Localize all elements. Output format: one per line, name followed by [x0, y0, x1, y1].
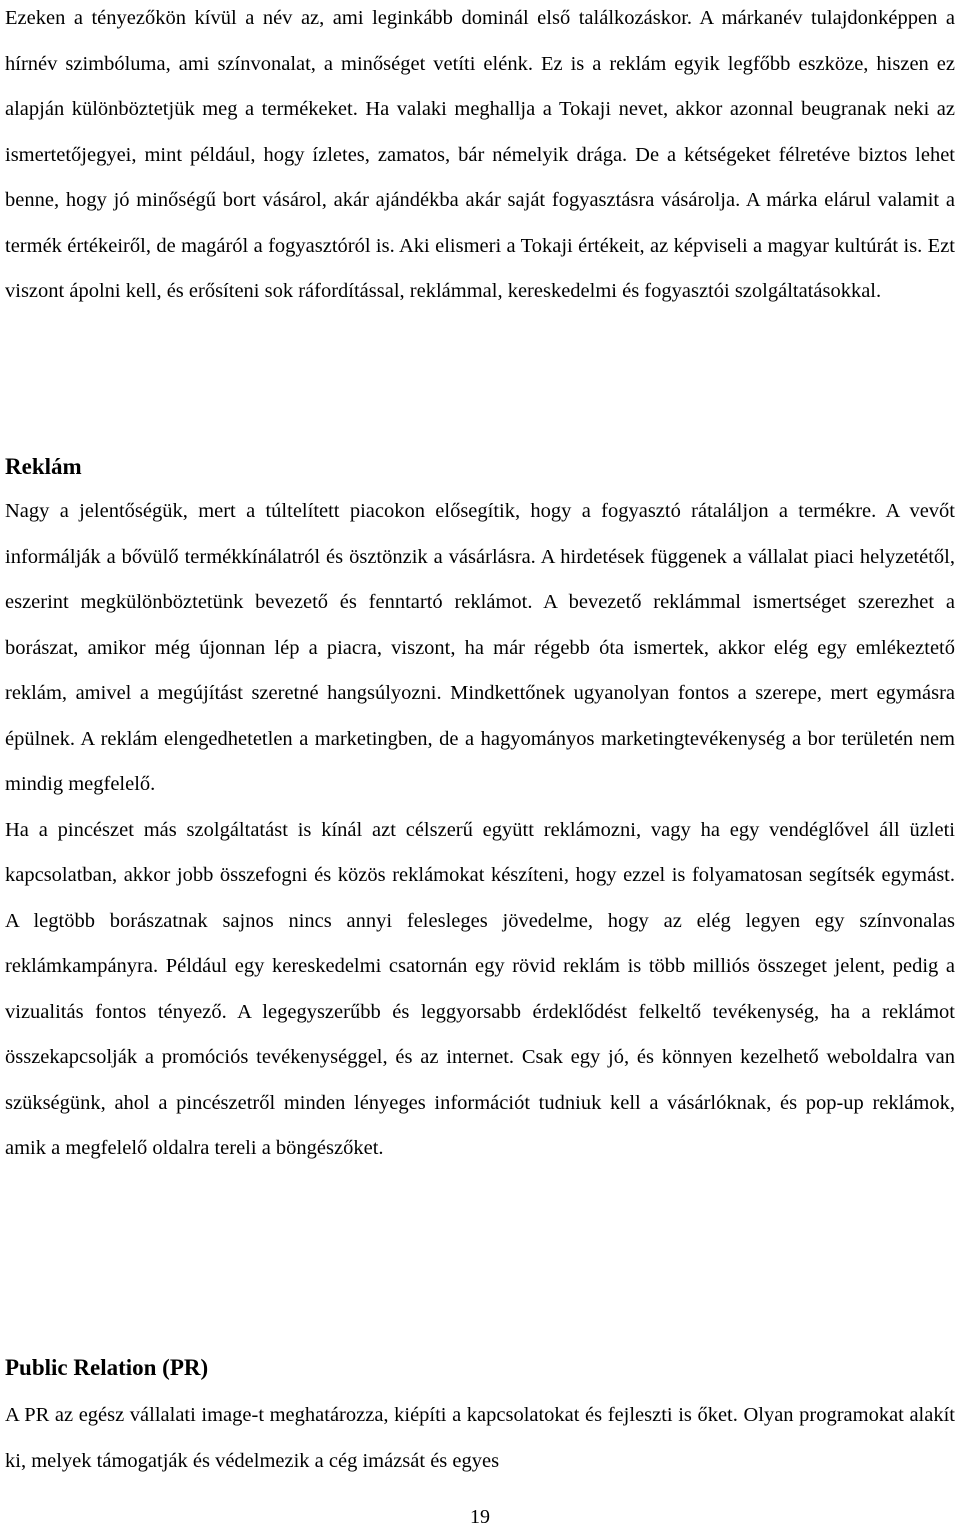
section-heading-public-relation: Public Relation (PR) [5, 1355, 209, 1380]
section-heading-reklam: Reklám [5, 454, 82, 479]
intro-paragraph: Ezeken a tényezőkön kívül a név az, ami leginkább dominál első találkozáskor. A márkanév tulajdonképpen a hírnév szimbóluma, ami színvonalat, a minőséget vetíti elénk. Ez is a reklám egyik legfőbb eszköze, hiszen ez alapján különböztetjük meg a termékeket. Ha valaki meghallja a Tokaji nevet, akkor azonnal beugranak neki az ismertetőjegyei, mint például, hogy ízletes, zamatos, bár némelyik drága. De a kétségeket félretéve biztos lehet benne, hogy jó minőségű bort vásárol, akár ajándékba akár saját fogyasztásra vásárolja. A márka elárul valamit a termék értékeiről, de magáról a fogyasztóról is. Aki elismeri a Tokaji értékeit, az képviseli a magyar kultúrát is. Ezt viszont ápolni kell, és erősíteni sok ráfordítással, reklámmal, kereskedelmi és fogyasztói szolgáltatásokkal. [5, 7, 955, 302]
page-number: 19 [470, 1506, 490, 1528]
pr-paragraph-1: A PR az egész vállalati image-t meghatározza, kiépíti a kapcsolatokat és fejleszti is őket. Olyan programokat alakít ki, melyek támogatják és védelmezik a cég imázsát és egyes [5, 1404, 955, 1472]
section-pr-body [5, 1393, 955, 1484]
reklam-paragraph-2: Ha a pincészet más szolgáltatást is kínál azt célszerű együtt reklámozni, vagy ha egy vendéglővel áll üzleti kapcsolatban, akkor jobb összefogni és közös reklámokat készíteni, hogy ezzel is folyamatosan segítsék egymást. A legtöbb borászatnak sajnos nincs annyi felesleges jövedelme, hogy az elég legyen egy színvonalas reklámkampányra. Például egy kereskedelmi csatornán egy rövid reklám is több milliós összeget jelent, pedig a vizualitás fontos tényező. A legegyszerűbb és leggyorsabb érdeklődést felkeltő tevékenység, ha a reklámot összekapcsolják a promóciós tevékenységgel, és az internet. Csak egy jó, és könnyen kezelhető weboldalra van szükségünk, ahol a pincészetről minden lényeges információt tudniuk kell a vásárlóknak, és pop-up reklámok, amik a megfelelő oldalra tereli a böngészőket. [5, 818, 955, 1159]
section-reklam-body [5, 489, 955, 1172]
reklam-paragraph-1: Nagy a jelentőségük, mert a túltelített piacokon elősegítik, hogy a fogyasztó rátaláljon a termékre. A vevőt informálják a bővülő termékkínálatról és ösztönzik a vásárlásra. A hirdetések függenek a vállalat piaci helyzetétől, eszerint megkülönböztetünk bevezető és fenntartó reklámot. A bevezető reklámmal ismertséget szerezhet a borászat, amikor még újonnan lép a piacra, viszont, ha már régebb óta ismertek, akkor elég egy emlékeztető reklám, amivel a megújítást szeretné hangsúlyozni. Mindkettőnek ugyanolyan fontos a szerepe, mert egymásra épülnek. A reklám elengedhetetlen a marketingben, de a hagyományos marketingtevékenység a bor területén nem mindig megfelelő. [5, 500, 955, 795]
document-page [5, 0, 955, 1472]
